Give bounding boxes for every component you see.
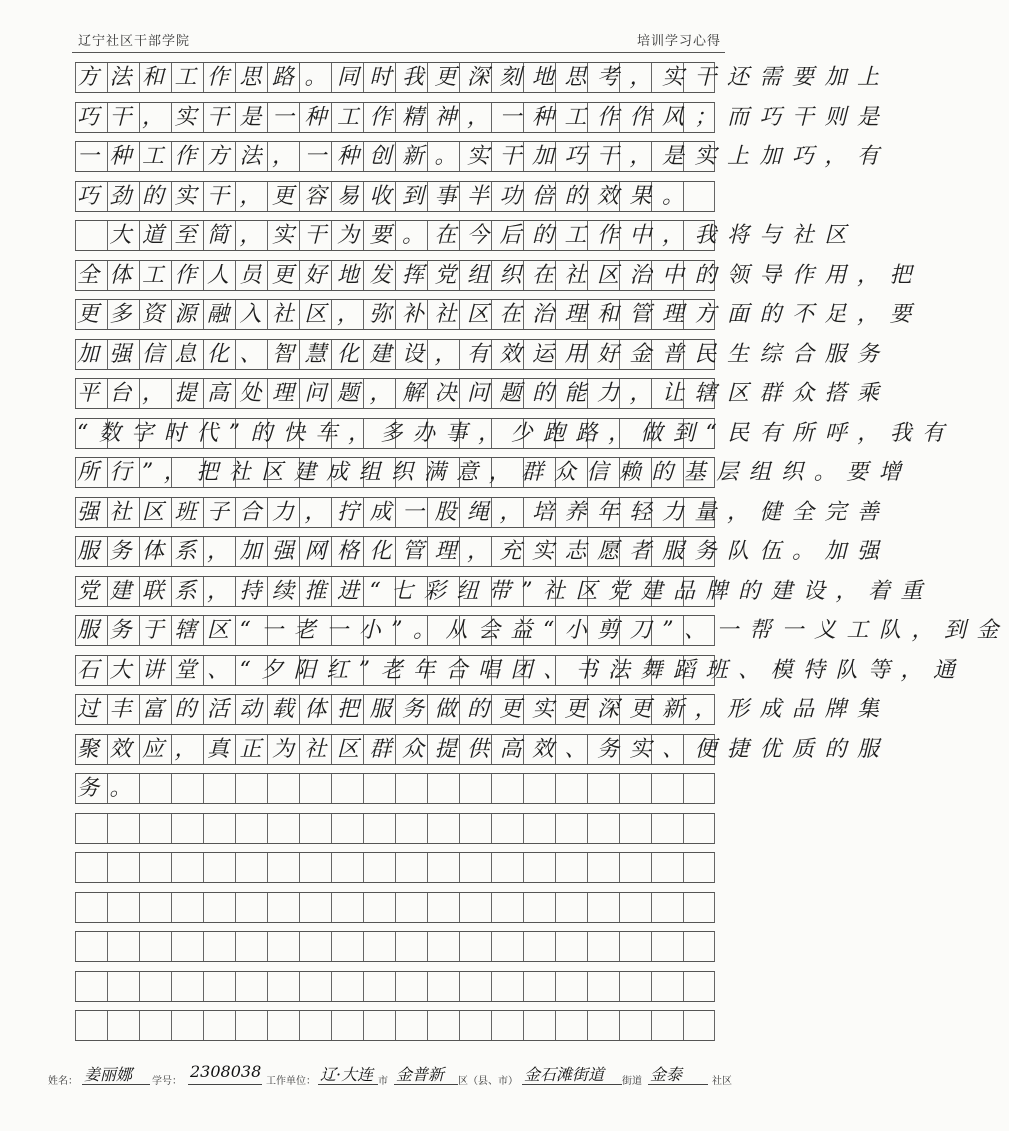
handwritten-line: 巧干，实干是一种工作精神，一种工作作风；而巧干则是 bbox=[77, 104, 890, 130]
grid-row bbox=[75, 260, 923, 291]
street-label: 街道 bbox=[622, 1076, 642, 1087]
handwritten-line bbox=[77, 894, 714, 922]
handwritten-line: 巧劲的实干，更容易收到事半功倍的效果。 bbox=[77, 183, 695, 209]
grid-row bbox=[75, 141, 890, 172]
handwritten-line: 一种工作方法，一种创新。实干加巧干，是实上加巧，有 bbox=[77, 144, 890, 169]
district-label: 区（县、市） bbox=[458, 1076, 518, 1087]
handwritten-line bbox=[77, 854, 714, 882]
handwritten-line: “数字时代”的快车，多办事，少跑路，做到“民有所呼，我有 bbox=[77, 420, 955, 446]
name-value: 姜丽娜 bbox=[82, 1062, 150, 1085]
grid-row bbox=[75, 971, 715, 1002]
handwritten-line bbox=[77, 973, 714, 1001]
grid-row bbox=[75, 299, 923, 330]
header-school-name: 辽宁社区干部学院 bbox=[78, 34, 191, 49]
id-label: 学号： bbox=[152, 1076, 182, 1087]
handwritten-line: 平台，提高处理问题，解决问题的能力，让辖区群众搭乘 bbox=[77, 381, 890, 406]
city-label: 市 bbox=[378, 1076, 388, 1087]
grid-row bbox=[75, 457, 912, 488]
handwritten-line: 务。 bbox=[77, 776, 143, 801]
grid-row bbox=[75, 1010, 715, 1041]
grid-row bbox=[75, 813, 715, 844]
writing-grid bbox=[75, 62, 1009, 1050]
grid-row bbox=[75, 615, 1009, 646]
community-label: 社区 bbox=[712, 1076, 732, 1087]
handwritten-line: 方法和工作思路。同时我更深刻地思考，实干还需要加上 bbox=[77, 65, 890, 90]
handwritten-line: 大道至简，实干为要。在今后的工作中，我将与社区 bbox=[77, 223, 858, 248]
footer-info bbox=[48, 1062, 768, 1086]
handwritten-line: 党建联系，持续推进“七彩纽带”社区党建品牌的建设，着重 bbox=[77, 578, 933, 604]
name-label: 姓名： bbox=[48, 1076, 78, 1087]
grid-row bbox=[75, 497, 890, 528]
handwritten-line bbox=[77, 933, 714, 961]
grid-row bbox=[75, 536, 890, 567]
grid-row bbox=[75, 339, 890, 370]
id-value: 2308038 bbox=[188, 1062, 262, 1085]
handwritten-line: 服务体系，加强网格化管理，充实志愿者服务队伍。加强 bbox=[77, 539, 890, 564]
grid-row bbox=[75, 892, 715, 923]
grid-row bbox=[75, 62, 890, 93]
handwritten-line: 加强信息化、智慧化建设，有效运用好金普民生综合服务 bbox=[77, 341, 890, 367]
handwritten-line: 过丰富的活动载体把服务做的更实更深更新，形成品牌集 bbox=[77, 697, 890, 722]
handwritten-line: 更多资源融入社区，弥补社区在治理和管理方面的不足，要 bbox=[77, 302, 923, 327]
grid-row bbox=[75, 931, 715, 962]
handwritten-line: 所行”，把社区建成组织满意，群众信赖的基层组织。要增 bbox=[77, 460, 912, 485]
grid-row bbox=[75, 220, 858, 251]
handwritten-line: 服务于辖区“一老一小”。从会益“小剪刀”、一帮一义工队，到金 bbox=[77, 618, 1009, 643]
grid-row bbox=[75, 181, 715, 212]
handwritten-line: 强社区班子合力，拧成一股绳，培养年轻力量，健全完善 bbox=[77, 499, 890, 525]
grid-row bbox=[75, 102, 890, 133]
city-value: 辽·大连 bbox=[318, 1062, 378, 1085]
community-value: 金泰 bbox=[648, 1062, 708, 1085]
handwritten-line bbox=[77, 815, 714, 843]
header-doc-title: 培训学习心得 bbox=[636, 34, 721, 49]
handwritten-line bbox=[77, 1012, 714, 1040]
grid-row bbox=[75, 418, 955, 449]
handwritten-line: 石大讲堂、“夕阳红”老年合唱团、书法舞蹈班、模特队等，通 bbox=[77, 657, 966, 683]
street-value: 金石滩街道 bbox=[522, 1062, 622, 1085]
grid-row bbox=[75, 694, 890, 725]
grid-row bbox=[75, 576, 933, 607]
grid-row bbox=[75, 734, 890, 765]
handwritten-line: 聚效应，真正为社区群众提供高效、务实、便捷优质的服 bbox=[77, 736, 890, 762]
header-divider bbox=[72, 52, 725, 53]
grid-row bbox=[75, 378, 890, 409]
unit-label: 工作单位： bbox=[266, 1076, 316, 1087]
grid-row bbox=[75, 655, 966, 686]
grid-row bbox=[75, 852, 715, 883]
district-value: 金普新 bbox=[394, 1062, 458, 1085]
handwritten-line: 全体工作人员更好地发挥党组织在社区治中的领导作用，把 bbox=[77, 262, 923, 288]
grid-row bbox=[75, 773, 715, 804]
